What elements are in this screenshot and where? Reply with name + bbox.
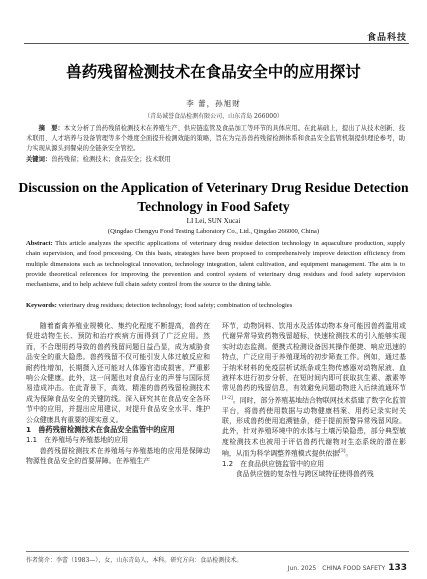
section-1-heading: 1 兽药残留检测技术在食品安全监管中的应用 [26, 425, 175, 435]
citation-1-2: [1-2] [222, 395, 233, 401]
section-1-2-heading: 1.2 在食品供应链监管中的应用 [222, 459, 325, 468]
journal-issue: Jun. 2025 CHINA FOOD SAFETY [287, 565, 386, 572]
header-rule [24, 43, 409, 44]
section-1-1-heading: 1.1 在养殖场与养殖基地的应用 [26, 436, 129, 445]
page-footer [288, 563, 407, 573]
body-column-right [222, 321, 406, 480]
section-1-1-continued-text-2: 。同时，部分养殖基地结合物联网技术搭建了数字化监管平台，将兽药使用数据与动物健康档案、用药记录实时关联，形成兽药使用追溯链条，便于提前预警异常残留风险。此外，针对养殖环境中的水体与土壤污染隐患，部分典型敏度检测技术也被用于评估兽药代谢物对生态系统的潜在影响，从而为科学调整养殖模式提供依据 [222, 396, 406, 458]
section-1-2-paragraph: 食品供应链的复杂性与跨区域特征使得兽药残 [235, 470, 374, 479]
column-tag: 食品科技 [366, 33, 407, 43]
title-cn: 兽药残留检测技术在食品安全中的应用探讨 [66, 63, 361, 81]
section-1-1-paragraph: 兽药残留检测技术在养殖场与养殖基地的应用是保障动物源性食品安全的首要屏障。在养殖生产 [26, 446, 210, 466]
abstract-cn-text: 本文分析了兽药残留检测技术在养殖生产、供应链监管及食品加工等环节的具体应用。在此基础上，提出了从技术创新、技术联用、人才培养与设备管理等多个维度全面提升检测效能的策略，旨在为完善兽药残留检测体系和食品安全监管机制提供理论参考，助力实现从源头到餐桌的全链条安全管控。 [26, 125, 406, 152]
section-1-1-continued-text: 环节，动物饲料、饮用水及活体动物本身可能因兽药滥用或代谢异常导致药物残留超标，快速检测技术的引入能够实现实时动态监测。便携式检测设备因其操作便捷、响应迅速的特点，广泛应用于养殖现场的初步筛查工作。例如，通过基于纳米材料的免疫层析试纸条或生物传感器对动物尿液、血液样本进行初步分析，在短时间内即可获取抗生素、激素等常见兽药的残留信息，有效避免问题动物进入后续流通环节 [222, 322, 406, 393]
intro-paragraph: 随着畜禽养殖业规模化、集约化程度不断提高，兽药在促进动物生长、预防和治疗疾病方面得到了广泛应用。然而，不合理用药导致的兽药残留问题日益凸显，成为威胁食品安全的重大隐患。兽药残留不仅可能引发人体过敏反应和耐药性增加，长期摄入还可能对人体器官造成损害，严重影响公众健康。此外，这一问题也对食品行业的声誉与国际贸易造成冲击。在此背景下，高效、精准的兽药残留检测技术成为保障食品安全的关键防线。深入研究其在食品安全各环节中的应用，并提出应用建议，对提升食品安全水平、维护公众健康具有重要的现实意义。 [26, 322, 210, 424]
abstract-en-text: This article analyzes the specific applications of veterinary drug residue detection technology in aquaculture production, supply chain supervision, and food processing. On this basis, strategies have been proposed to comprehensively improve detection efficiency from multiple dimensions such as technological innovation, technology integration, talent cultivation, and equipment management. The aim is to provide theoretical references for improving the prevention and control system of veterinary drug residues and food safety supervision mechanisms, and to help achieve full chain safety control from the source to the dining table. [26, 240, 405, 289]
citation-3: [3] [339, 449, 346, 455]
keywords-en [26, 301, 405, 311]
page-number: 133 [388, 563, 407, 573]
keywords-en-text: veterinary drug residues; detection technology; food safety; combination of technologies [58, 302, 293, 309]
keywords-cn [26, 155, 405, 165]
abstract-en-label: Abstract: [26, 240, 53, 247]
author-footnote: 作者简介：李蕾（1983—），女，山东青岛人，本科。研究方向：食品检测技术。 [26, 557, 243, 564]
authors-cn: 李 蕾，孙旭财 [186, 99, 241, 108]
authors-en: LI Lei, SUN Xucai [186, 217, 241, 225]
abstract-en [26, 239, 405, 290]
affiliation-cn: （青岛诚誉食品检测有限公司，山东青岛 266000） [144, 113, 283, 120]
keywords-en-label: Keywords: [26, 302, 57, 309]
abstract-cn-label: 摘 要： [38, 125, 64, 132]
affiliation-en: (Qingdao Chengyu Food Testing Laboratory Co., Ltd., Qingdao 266000, China) [107, 228, 320, 235]
section-1-1-continued-end: 。 [345, 449, 353, 458]
title-en: Discussion on the Application of Veterinary Drug Residue Detection Technology in Food Safety [18, 180, 409, 214]
body-column-left [26, 321, 210, 467]
keywords-cn-text: 兽药残留；检测技术；食品安全；技术联用 [51, 156, 171, 163]
section-1-1-continued [222, 321, 406, 459]
keywords-cn-label: 关键词： [26, 156, 52, 163]
footnote-rule [26, 551, 409, 552]
abstract-cn [26, 124, 405, 154]
